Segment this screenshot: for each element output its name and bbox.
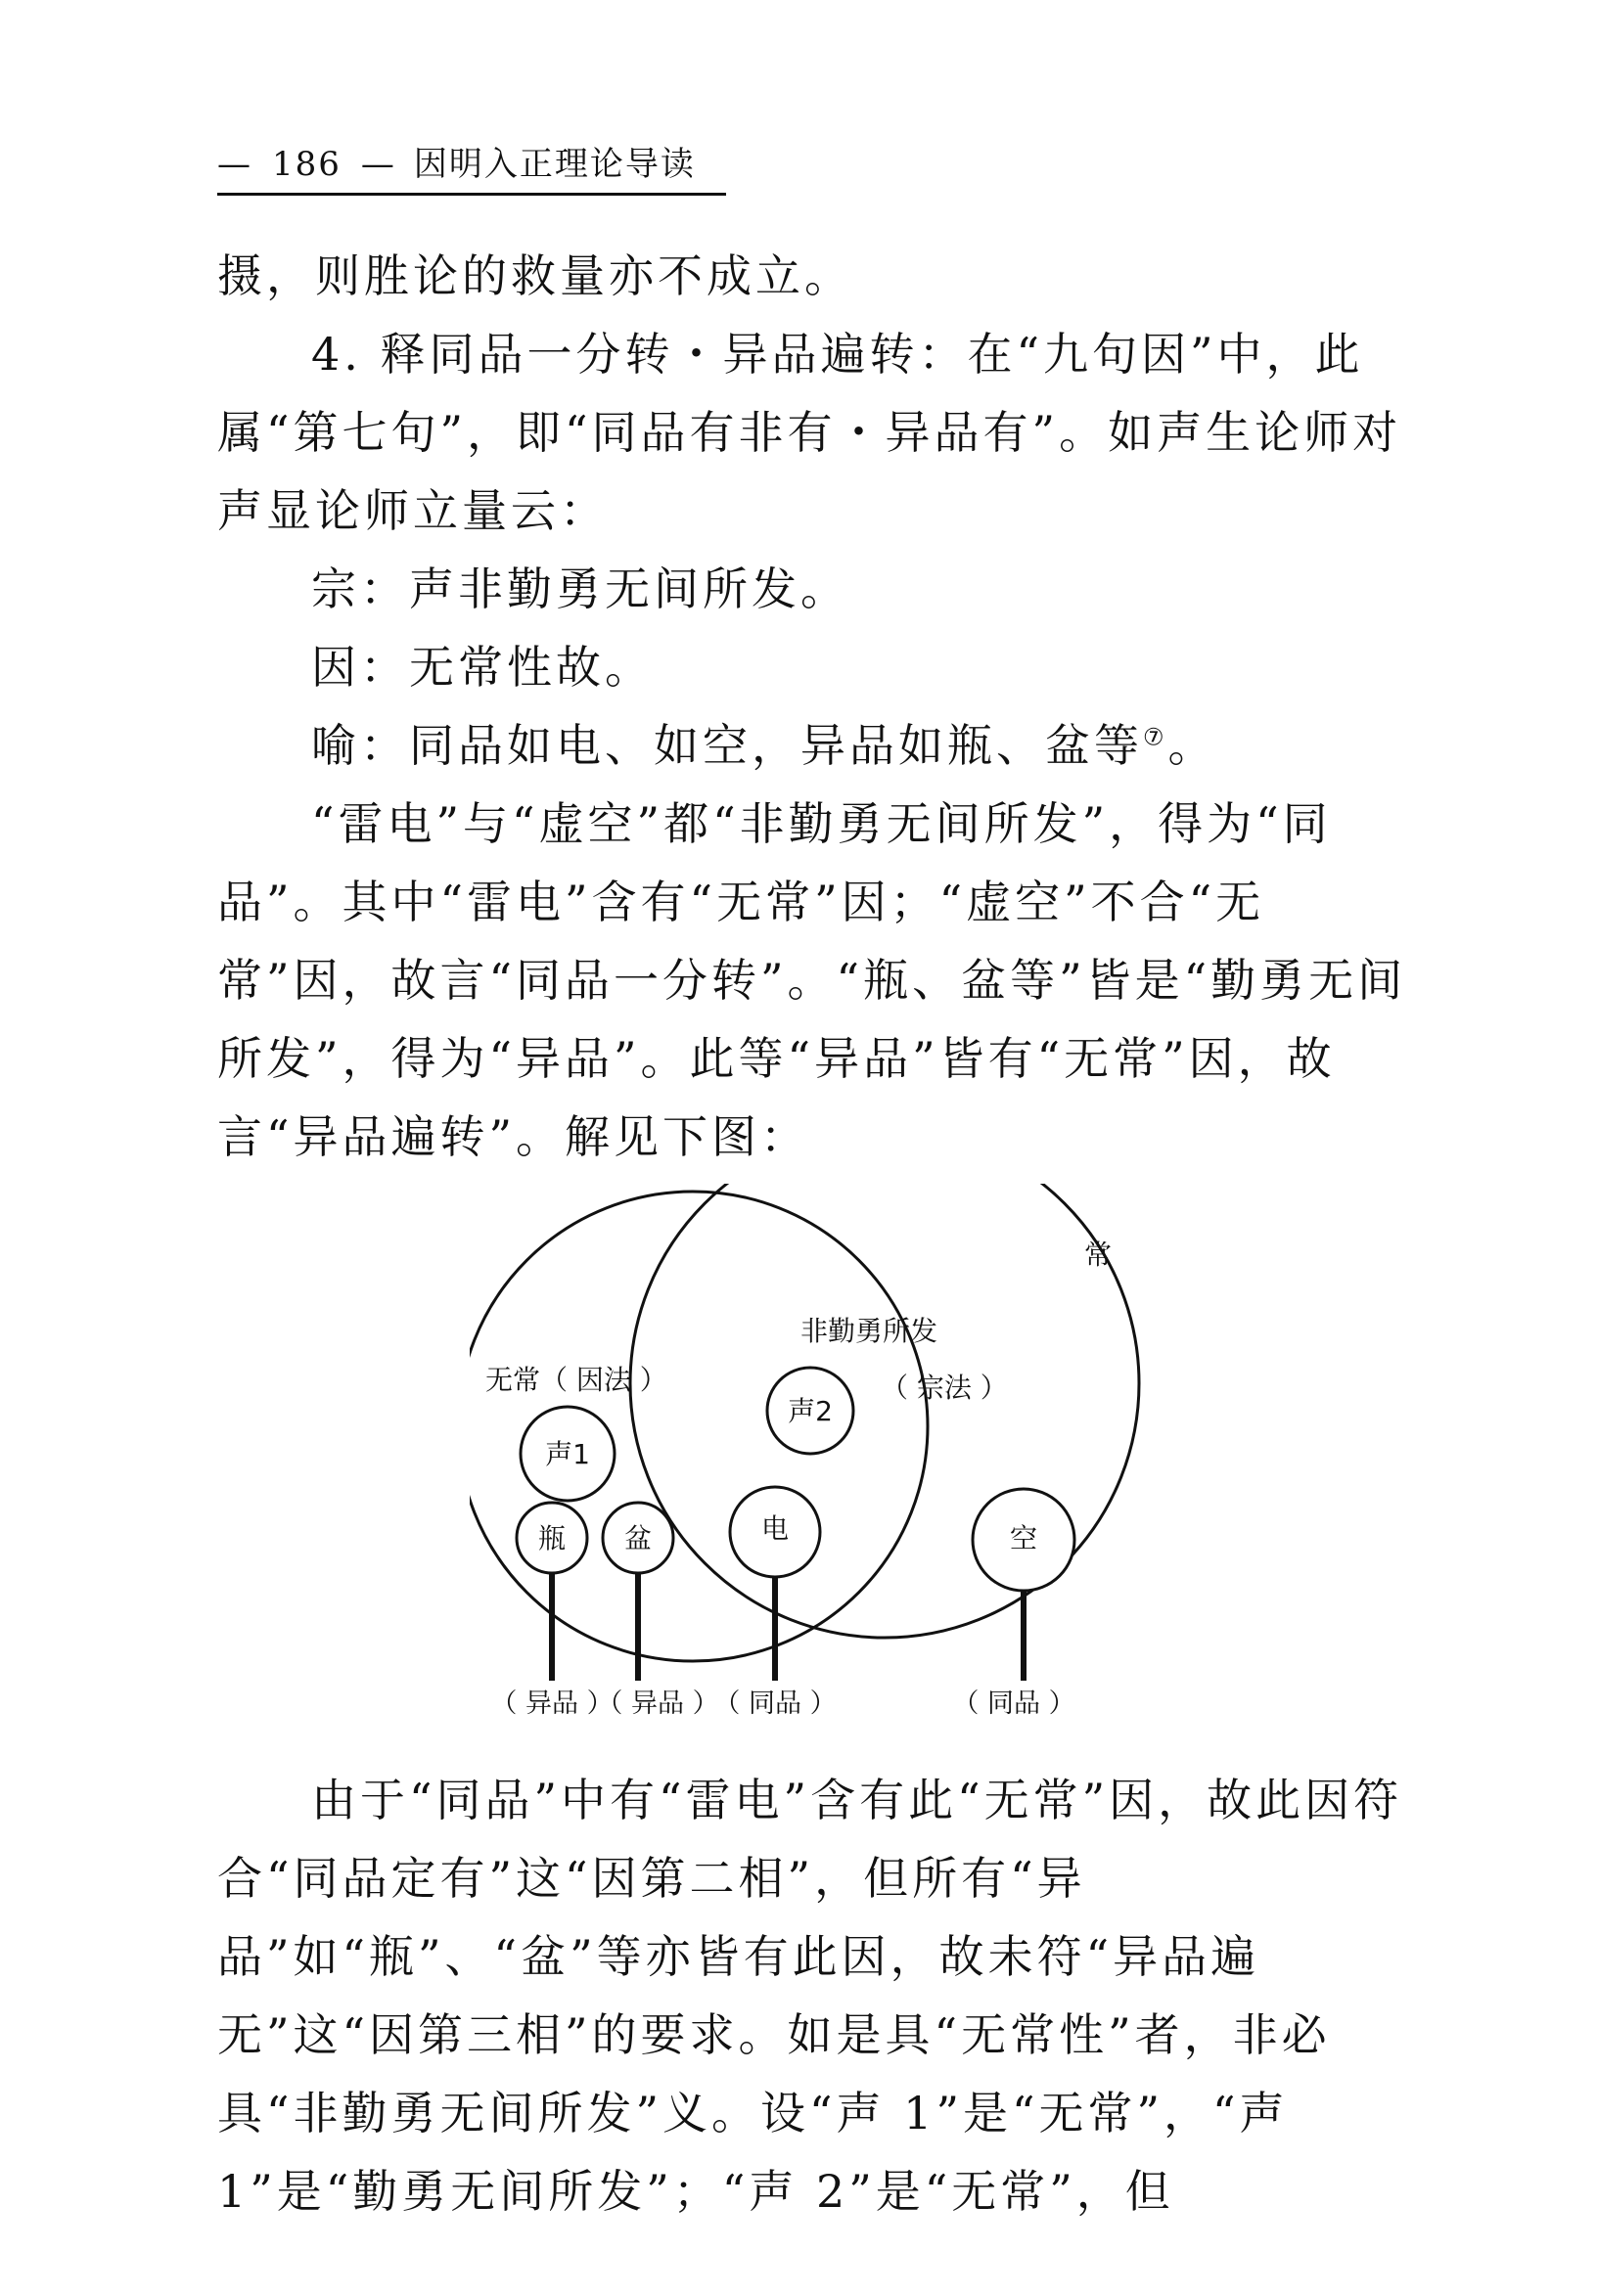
tag-ping-yipin: （ 异品 ） bbox=[490, 1688, 614, 1719]
label-kong: 空 bbox=[1009, 1522, 1038, 1554]
text-block-upper bbox=[217, 237, 1431, 1176]
label-fei-qinyong: 非勤勇所发 bbox=[800, 1315, 938, 1347]
syllogism-yin: 因：无常性故。 bbox=[311, 641, 654, 694]
syllogism-yu-end: 。 bbox=[1167, 719, 1217, 772]
label-chang: 常 bbox=[1084, 1238, 1113, 1271]
venn-diagram bbox=[470, 1184, 1174, 1732]
label-wuchang-yinfa: 无常（ 因法 ） bbox=[485, 1364, 667, 1396]
page-number: 186 bbox=[272, 145, 342, 184]
tag-pen-yipin: （ 异品 ） bbox=[596, 1688, 719, 1719]
paragraph-section-4: 4. 释同品一分转・异品遍转：在“九句因”中，此属“第七句”，即“同品有非有・异品有”。如声生论师对声显论师立量云： bbox=[217, 328, 1402, 537]
label-ping: 瓶 bbox=[537, 1522, 567, 1554]
book-title: 因明入正理论导读 bbox=[413, 145, 696, 184]
syllogism-yu bbox=[217, 706, 1431, 785]
label-dian: 电 bbox=[760, 1512, 790, 1545]
tag-kong-tongpin: （ 同品 ） bbox=[952, 1688, 1075, 1719]
label-zongfa: （ 宗法 ） bbox=[881, 1372, 1008, 1404]
running-header bbox=[217, 137, 726, 196]
text-block-lower bbox=[217, 1761, 1431, 2230]
header-dash-right: — bbox=[360, 145, 396, 184]
paragraph-explanation: “雷电”与“虚空”都“非勤勇无间所发”，得为“同品”。其中“雷电”含有“无常”因；“虚空”不合“无常”因，故言“同品一分转”。“瓶、盆等”皆是“勤勇无间所发”，得为“异品”。此等“异品”皆有“无常”因，故言“异品遍转”。解见下图： bbox=[217, 797, 1407, 1163]
label-sheng2: 声2 bbox=[788, 1395, 833, 1427]
header-dash-left: — bbox=[217, 145, 252, 184]
label-pen: 盆 bbox=[623, 1522, 653, 1554]
syllogism-zong: 宗：声非勤勇无间所发。 bbox=[311, 563, 849, 615]
footnote-marker: ⑦ bbox=[1143, 723, 1168, 751]
label-sheng1: 声1 bbox=[545, 1438, 590, 1470]
paragraph-continuation: 摄，则胜论的救量亦不成立。 bbox=[217, 249, 853, 302]
syllogism-yu-text: 喻：同品如电、如空，异品如瓶、盆等 bbox=[311, 719, 1143, 772]
paragraph-analysis: 由于“同品”中有“雷电”含有此“无常”因，故此因符合“同品定有”这“因第二相”，但所有“异品”如“瓶”、“盆”等亦皆有此因，故未符“异品遍无”这“因第三相”的要求。如是具“无常性”者，非必具“非勤勇无间所发”义。设“声 1”是“无常”，“声 1”是“勤勇无间所发”；“声 2”是“无常”，但 bbox=[217, 1774, 1403, 2218]
tag-dian-tongpin: （ 同品 ） bbox=[713, 1688, 837, 1719]
